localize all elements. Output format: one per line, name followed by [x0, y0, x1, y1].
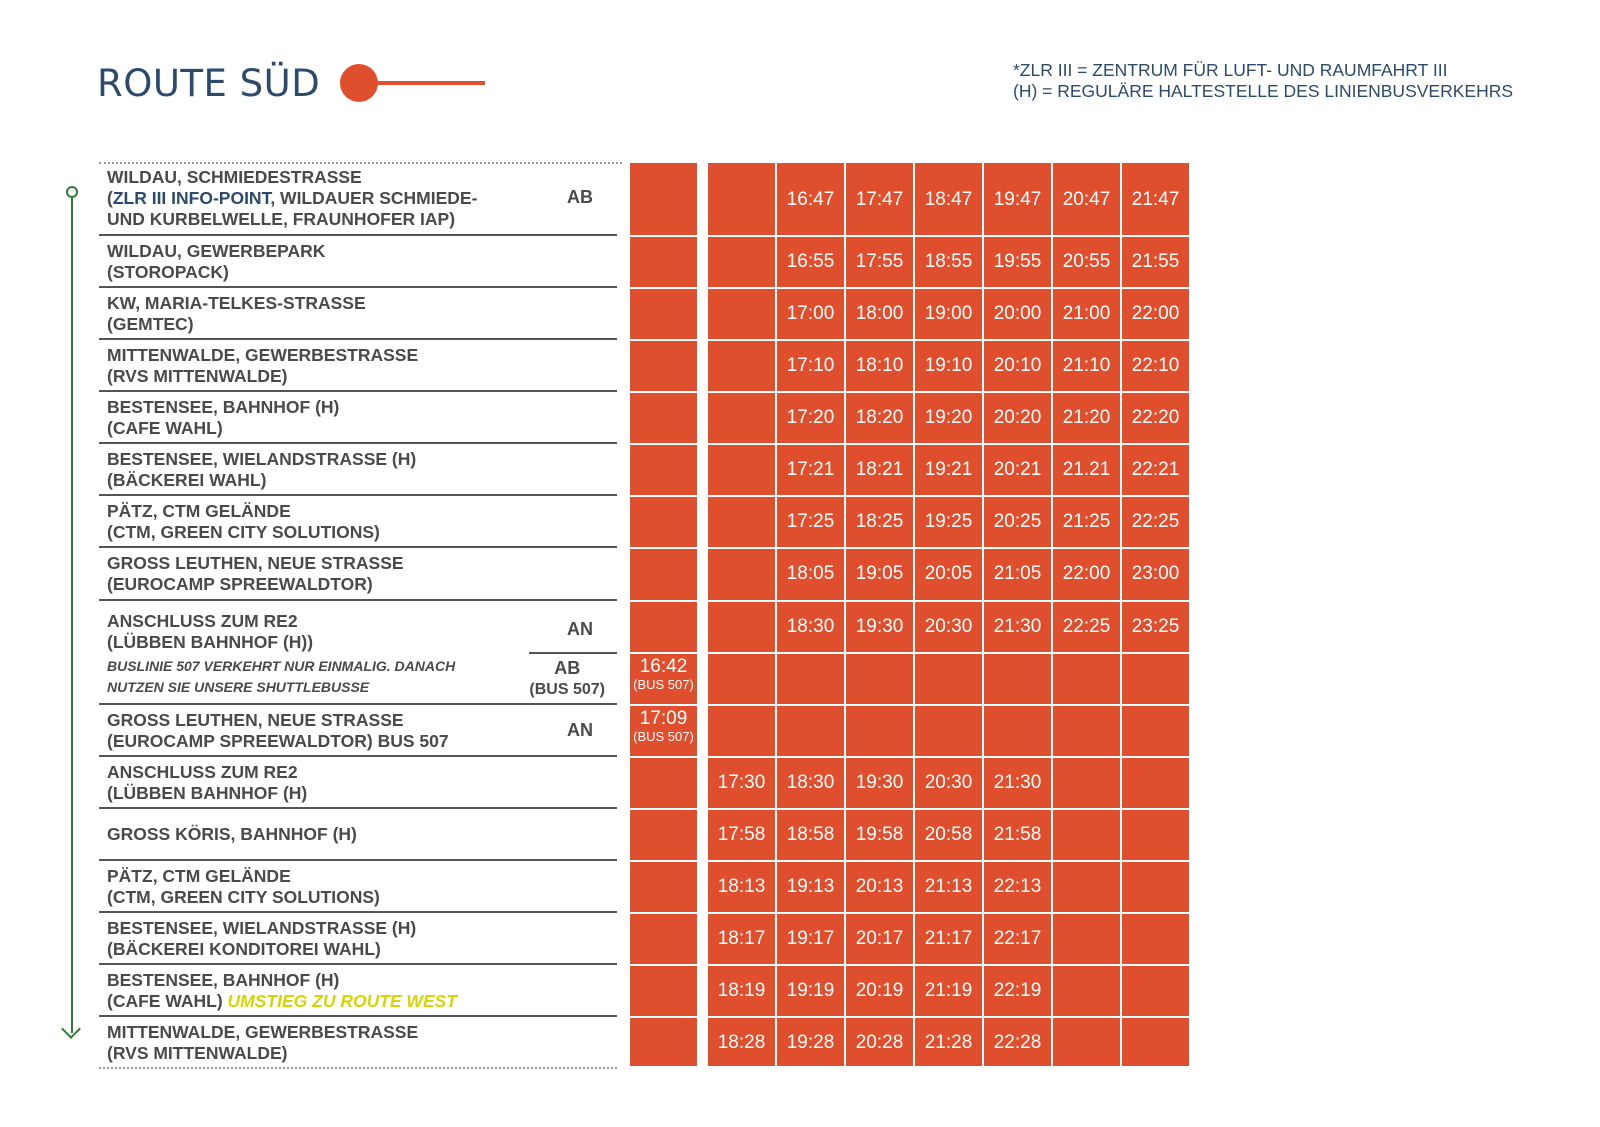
stop-row: [99, 601, 617, 705]
time-cell: 21:55: [1131, 251, 1180, 272]
stop-row: [99, 1017, 617, 1069]
stop-name: ANSCHLUSS ZUM RE2: [107, 611, 298, 631]
stop-name: WILDAU, GEWERBEPARK: [107, 241, 326, 261]
legend: [1013, 60, 1513, 102]
stop-detail: (EUROCAMP SPREEWALDTOR): [107, 574, 373, 594]
time-cell: 22:00: [1131, 303, 1180, 324]
time-cell: 21:10: [1062, 355, 1111, 376]
time-cell: 19:30: [855, 616, 904, 637]
row-separator: [630, 756, 1189, 758]
time-cell: 20:55: [1062, 251, 1111, 272]
bus-507-tag: (BUS 507): [529, 681, 605, 698]
time-cell: 21:13: [924, 876, 973, 897]
stop-detail: (STOROPACK): [107, 262, 229, 282]
row-separator: [630, 287, 1189, 289]
time-cell: 18:21: [855, 459, 904, 480]
bus-note: NUTZEN SIE UNSERE SHUTTLEBUSSE: [107, 679, 370, 695]
stop-detail: (CAFE WAHL): [107, 418, 223, 438]
time-cell: 20:20: [993, 407, 1042, 428]
time-cell: 19:28: [786, 1032, 835, 1053]
stop-detail: (RVS MITTENWALDE): [107, 1043, 288, 1063]
time-cell: 21:00: [1062, 303, 1111, 324]
time-cell: 19:00: [924, 303, 973, 324]
time-cell: 21:17: [924, 928, 973, 949]
time-column-bus507: [630, 163, 697, 1066]
time-column: [1122, 163, 1189, 1066]
bus-507-tag: (BUS 507): [633, 677, 694, 692]
stop-detail: (LÜBBEN BAHNHOF (H)): [107, 632, 314, 652]
stop-name: WILDAU, SCHMIEDESTRASSE: [107, 167, 362, 187]
time-cell: 20:10: [993, 355, 1042, 376]
time-cell: 19:30: [855, 772, 904, 793]
stop-row: [99, 548, 617, 601]
time-cell: 18:58: [786, 824, 835, 845]
stop-row: [99, 757, 617, 809]
time-cell: [630, 657, 697, 692]
time-cell: 20:28: [855, 1032, 904, 1053]
time-cell: 18:30: [786, 616, 835, 637]
time-cell: 22:13: [993, 876, 1042, 897]
departure-mark: AB: [567, 187, 593, 207]
stop-detail: (: [107, 188, 113, 208]
time-cell: 17:21: [786, 459, 835, 480]
info-point-label: ZLR III INFO-POINT: [112, 188, 271, 208]
time-cell: 19:58: [855, 824, 904, 845]
time-cell: 18:30: [786, 772, 835, 793]
stop-detail: (BÄCKEREI KONDITOREI WAHL): [107, 939, 381, 959]
row-separator: [630, 1016, 1189, 1018]
time-cell: 18:28: [717, 1032, 766, 1053]
time-cell: 19:17: [786, 928, 835, 949]
time-cell: 21.21: [1062, 459, 1111, 480]
time-cell: 21:25: [1062, 511, 1111, 532]
time-cell: 22:21: [1131, 459, 1180, 480]
time-cell: 20:47: [1062, 189, 1111, 210]
stop-detail: (EUROCAMP SPREEWALDTOR) BUS 507: [107, 731, 449, 751]
bus-507-tag: (BUS 507): [633, 729, 694, 744]
time-cell: 19:13: [786, 876, 835, 897]
stop-detail: (BÄCKEREI WAHL): [107, 470, 267, 490]
stop-name: KW, MARIA-TELKES-STRASSE: [107, 293, 366, 313]
time-cell: 19:21: [924, 459, 973, 480]
row-separator: [630, 391, 1189, 393]
stop-row: [99, 163, 617, 236]
time-cell: 20:30: [924, 616, 973, 637]
time-cell: 18:00: [855, 303, 904, 324]
time-cell: 20:17: [855, 928, 904, 949]
time-cell: 19:55: [993, 251, 1042, 272]
time-cell: 23:00: [1131, 563, 1180, 584]
time-cell: [630, 709, 697, 744]
stop-row: [99, 392, 617, 444]
time-cell: 21:30: [993, 616, 1042, 637]
time-cell: 18:17: [717, 928, 766, 949]
stop-detail: (RVS MITTENWALDE): [107, 366, 288, 386]
direction-arrow-icon: [60, 186, 84, 1050]
time-cell: 20:13: [855, 876, 904, 897]
stop-name: BESTENSEE, WIELANDSTRASSE (H): [107, 918, 417, 938]
stop-name: MITTENWALDE, GEWERBESTRASSE: [107, 1022, 419, 1042]
time-cell: 19:20: [924, 407, 973, 428]
time-cell: 20:00: [993, 303, 1042, 324]
time-cell: 18:55: [924, 251, 973, 272]
row-separator: [630, 704, 1189, 706]
time-cell: 21:28: [924, 1032, 973, 1053]
time-cell: 20:19: [855, 980, 904, 1001]
route-line-icon: [340, 64, 485, 102]
time-cell: 22:20: [1131, 407, 1180, 428]
row-separator: [630, 808, 1189, 810]
stop-name: GROSS KÖRIS, BAHNHOF (H): [107, 824, 357, 844]
time-cell: 22:19: [993, 980, 1042, 1001]
time-cell: 23:25: [1131, 616, 1180, 637]
row-separator: [630, 860, 1189, 862]
time-cell: 20:21: [993, 459, 1042, 480]
stop-name: ANSCHLUSS ZUM RE2: [107, 762, 298, 782]
time-column: [777, 163, 844, 1066]
time-cell: 18:13: [717, 876, 766, 897]
arrival-time: 17:09: [639, 708, 688, 729]
stop-name: PÄTZ, CTM GELÄNDE: [107, 866, 291, 886]
stop-row: [99, 809, 617, 861]
transfer-note: UMSTIEG ZU ROUTE WEST: [227, 991, 457, 1011]
row-separator: [630, 652, 1189, 654]
row-separator: [630, 547, 1189, 549]
time-cell: 18:20: [855, 407, 904, 428]
time-column: [915, 163, 982, 1066]
stop-name: BESTENSEE, WIELANDSTRASSE (H): [107, 449, 417, 469]
time-cell: 20:30: [924, 772, 973, 793]
page-title: ROUTE SÜD: [97, 62, 321, 105]
time-cell: 22:28: [993, 1032, 1042, 1053]
row-separator: [630, 339, 1189, 341]
time-cell: 17:20: [786, 407, 835, 428]
time-cell: 22:10: [1131, 355, 1180, 376]
time-cell: 16:47: [786, 189, 835, 210]
stop-row: [99, 705, 617, 757]
time-cell: 20:05: [924, 563, 973, 584]
stop-row: [99, 288, 617, 340]
legend-line-haltestelle: (H) = REGULÄRE HALTESTELLE DES LINIENBUSVERKEHRS: [1013, 81, 1514, 101]
stop-row: [99, 913, 617, 965]
bus-note: BUSLINIE 507 VERKEHRT NUR EINMALIG. DANACH: [107, 658, 456, 674]
time-cell: 21:20: [1062, 407, 1111, 428]
time-cell: 17:00: [786, 303, 835, 324]
stop-name: GROSS LEUTHEN, NEUE STRASSE: [107, 553, 404, 573]
time-cell: 17:58: [717, 824, 766, 845]
time-cell: 17:25: [786, 511, 835, 532]
legend-line-zlr: *ZLR III = ZENTRUM FÜR LUFT- UND RAUMFAHRT III: [1013, 60, 1448, 80]
stop-detail: (GEMTEC): [107, 314, 194, 334]
time-cell: 17:55: [855, 251, 904, 272]
time-column: [1053, 163, 1120, 1066]
stop-detail: (LÜBBEN BAHNHOF (H): [107, 783, 308, 803]
stop-name: GROSS LEUTHEN, NEUE STRASSE: [107, 710, 404, 730]
row-separator: [630, 964, 1189, 966]
time-cell: 21:30: [993, 772, 1042, 793]
stop-detail: (CAFE WAHL): [107, 991, 228, 1011]
departure-mark: AB: [554, 658, 581, 678]
time-cell: 20:25: [993, 511, 1042, 532]
stop-detail: UND KURBELWELLE, FRAUNHOFER IAP): [107, 209, 456, 229]
time-cell: 22:17: [993, 928, 1042, 949]
row-separator: [630, 495, 1189, 497]
stop-detail: (CTM, GREEN CITY SOLUTIONS): [107, 887, 380, 907]
time-cell: 22:25: [1131, 511, 1180, 532]
stop-name: PÄTZ, CTM GELÄNDE: [107, 501, 291, 521]
time-cell: 18:05: [786, 563, 835, 584]
time-cell: 19:19: [786, 980, 835, 1001]
time-cell: 19:25: [924, 511, 973, 532]
time-column: [708, 163, 775, 1066]
time-cell: 19:47: [993, 189, 1042, 210]
time-cell: 18:47: [924, 189, 973, 210]
arrival-mark: AN: [567, 720, 593, 740]
row-separator: [630, 600, 1189, 602]
departure-time: 16:42: [639, 656, 688, 677]
time-cell: 21:58: [993, 824, 1042, 845]
stop-row: [99, 340, 617, 392]
time-cell: 22:00: [1062, 563, 1111, 584]
stop-row: [99, 861, 617, 913]
time-cell: 19:10: [924, 355, 973, 376]
time-cell: 18:19: [717, 980, 766, 1001]
time-cell: 21:19: [924, 980, 973, 1001]
stop-row: [99, 444, 617, 496]
time-cell: 19:05: [855, 563, 904, 584]
time-cell: 18:10: [855, 355, 904, 376]
stop-row: [99, 496, 617, 548]
time-cell: 17:10: [786, 355, 835, 376]
row-separator: [630, 443, 1189, 445]
time-cell: 18:25: [855, 511, 904, 532]
stop-row: [99, 965, 617, 1017]
row-separator: [630, 912, 1189, 914]
time-cell: 21:05: [993, 563, 1042, 584]
time-cell: 17:47: [855, 189, 904, 210]
sub-rule: [529, 652, 617, 654]
time-cell: 21:47: [1131, 189, 1180, 210]
time-column: [984, 163, 1051, 1066]
time-cell: 16:55: [786, 251, 835, 272]
stop-name: BESTENSEE, BAHNHOF (H): [107, 970, 340, 990]
stop-row: [99, 236, 617, 288]
stop-name: MITTENWALDE, GEWERBESTRASSE: [107, 345, 419, 365]
time-cell: 22:25: [1062, 616, 1111, 637]
stop-detail: (CTM, GREEN CITY SOLUTIONS): [107, 522, 380, 542]
time-column: [846, 163, 913, 1066]
stop-detail: , WILDAUER SCHMIEDE-: [270, 188, 478, 208]
stop-name: BESTENSEE, BAHNHOF (H): [107, 397, 340, 417]
time-cell: 17:30: [717, 772, 766, 793]
row-separator: [630, 235, 1189, 237]
time-cell: 20:58: [924, 824, 973, 845]
arrival-mark: AN: [567, 619, 593, 639]
